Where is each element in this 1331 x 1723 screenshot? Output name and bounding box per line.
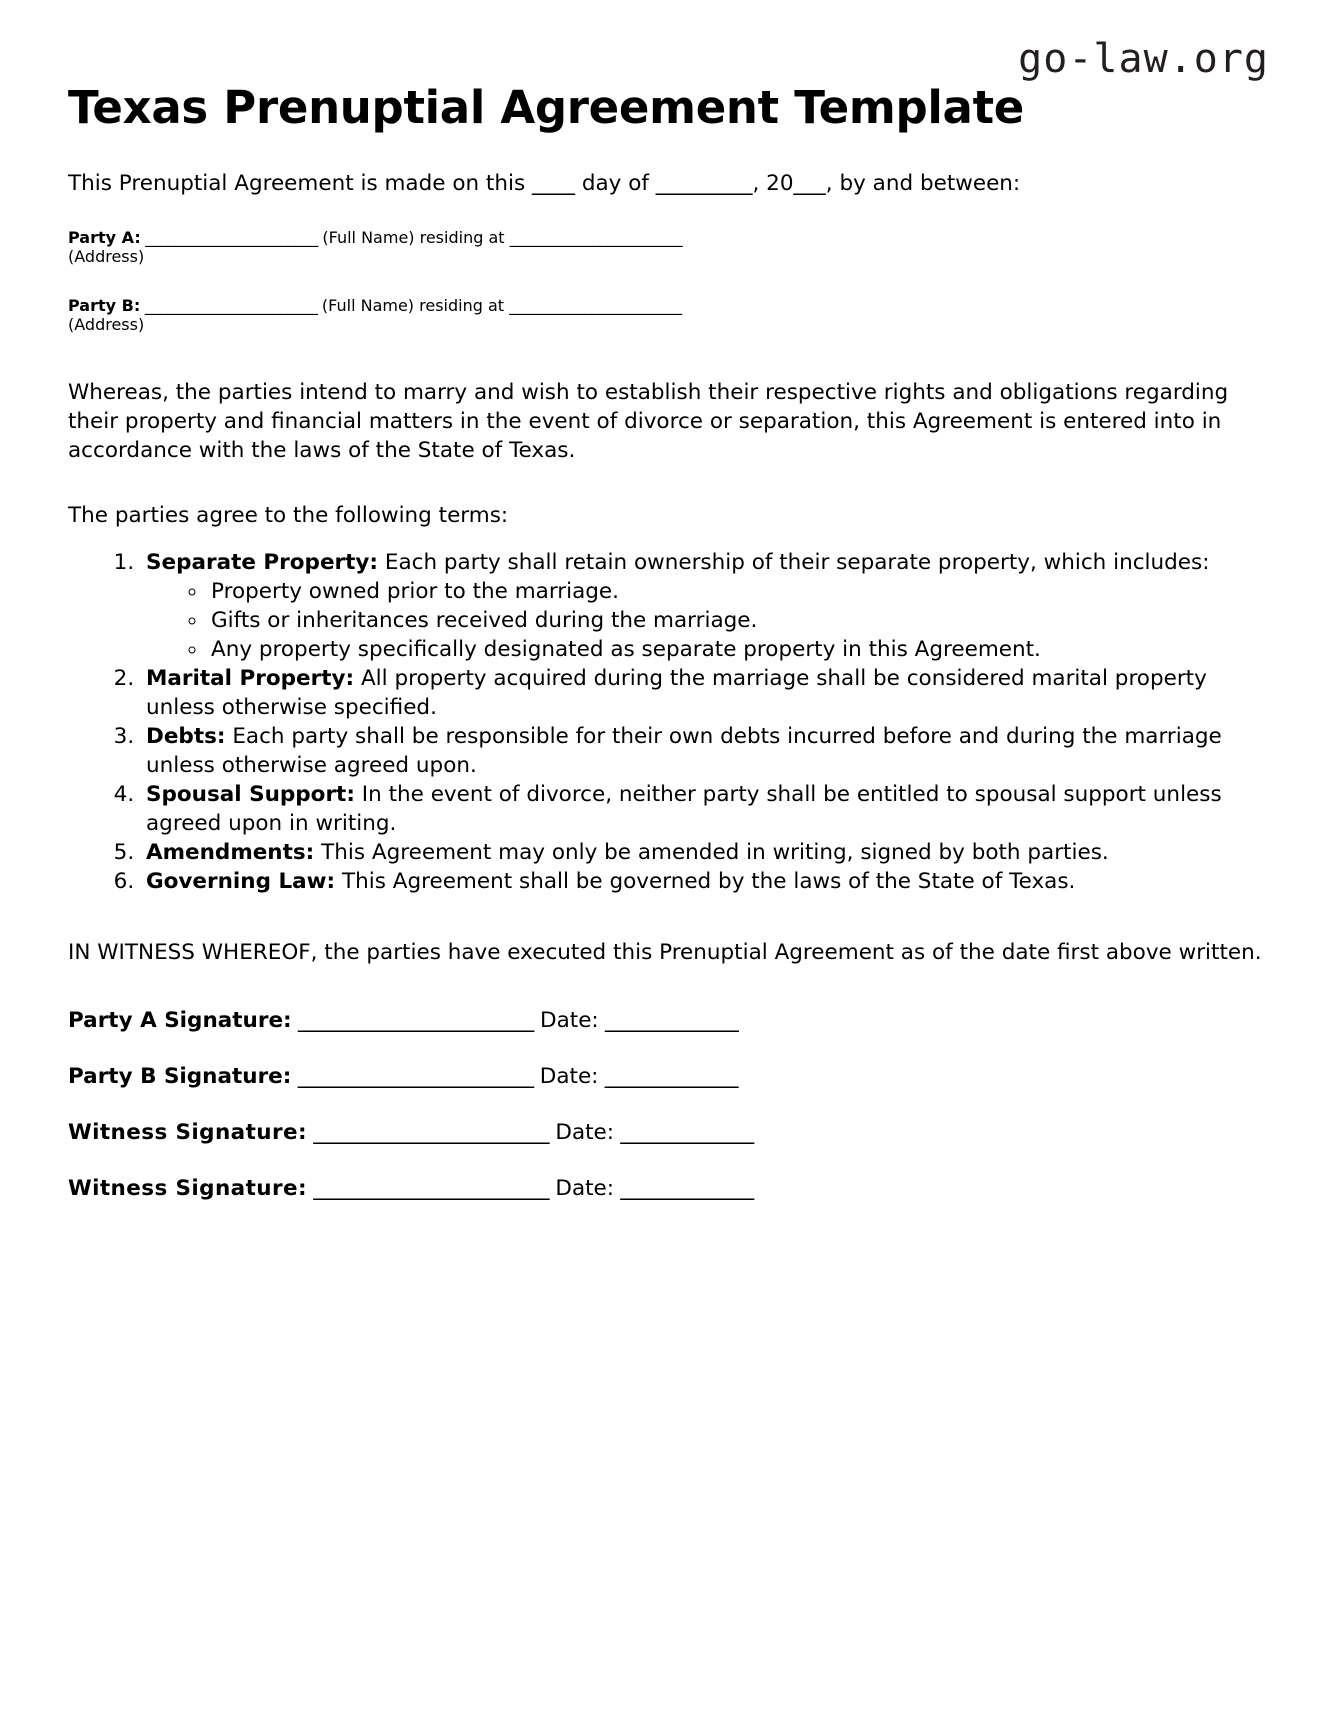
signature-label: Party B Signature: [68, 1063, 292, 1089]
party-b-name-hint: (Full Name) residing at [321, 295, 510, 315]
list-item: ◦ Any property specifically designated as separate property in this Agreement. [208, 635, 1263, 664]
party-a-name-hint: (Full Name) residing at [322, 227, 510, 247]
signature-row-witness-1 [68, 1119, 1263, 1147]
date-line: _____________ [598, 1063, 739, 1089]
agreement-intro: The parties agree to the following terms: [68, 502, 509, 528]
date-label: Date: [539, 1063, 599, 1089]
signature-line: _______________________ [291, 1063, 540, 1089]
party-a-label: Party A: [68, 227, 141, 247]
date-line: _____________ [598, 1007, 739, 1033]
signature-row-party-a [68, 1007, 1263, 1035]
term-name: Separate Property: [146, 549, 379, 575]
party-b-address-hint: (Address) [68, 314, 145, 334]
date-label: Date: [555, 1175, 615, 1201]
party-a-address-hint: (Address) [68, 246, 145, 266]
signature-line: _______________________ [291, 1007, 541, 1033]
page-title: Texas Prenuptial Agreement Template [68, 81, 1025, 134]
term-text: This Agreement may only be amended in writing, signed by both parties. [314, 839, 1109, 865]
whereas-paragraph: Whereas, the parties intend to marry and wish to establish their respective rights and obligations regarding their property and financial matters in the event of divorce or separation, this Agreement is entered into in accordance with the laws of the State of Texas. [68, 379, 1229, 463]
date-label: Date: [555, 1119, 615, 1145]
list-item: ◦ Property owned prior to the marriage. [208, 577, 1263, 606]
signature-label: Witness Signature: [68, 1175, 307, 1201]
term-name: Amendments: [146, 839, 315, 865]
date-line: _____________ [614, 1119, 754, 1145]
party-a-line [68, 228, 1263, 266]
party-b-label: Party B: [68, 295, 141, 315]
list-item [141, 548, 1263, 664]
list-item [141, 664, 1263, 722]
signature-line: _______________________ [306, 1175, 556, 1201]
signature-row-witness-2 [68, 1175, 1263, 1203]
terms-list [68, 548, 1263, 896]
witness-statement: IN WITNESS WHEREOF, the parties have executed this Prenuptial Agreement as of the date first above written. [68, 939, 1262, 965]
list-item [141, 838, 1263, 867]
term-name: Debts: [146, 723, 226, 749]
term-name: Governing Law: [146, 868, 336, 894]
list-item: ◦ Gifts or inheritances received during the marriage. [208, 606, 1263, 635]
party-a-address-blank: _______________________ [509, 227, 683, 247]
party-b-address-blank: _______________________ [509, 295, 682, 315]
date-line: _____________ [614, 1175, 754, 1201]
term-text: This Agreement shall be governed by the laws of the State of Texas. [335, 868, 1076, 894]
list-item [141, 722, 1263, 780]
subterms-list [146, 577, 1263, 664]
term-name: Spousal Support: [146, 781, 355, 807]
list-item [141, 867, 1263, 896]
signature-label: Witness Signature: [68, 1119, 307, 1145]
term-text: Each party shall retain ownership of their separate property, which includes: [378, 549, 1210, 575]
list-item [141, 780, 1263, 838]
signature-label: Party A Signature: [68, 1007, 292, 1033]
party-b-name-blank: _______________________ [140, 295, 322, 315]
site-watermark: go-law.org [1018, 36, 1269, 82]
signature-line: _______________________ [306, 1119, 556, 1145]
term-name: Marital Property: [146, 665, 355, 691]
signature-row-party-b [68, 1063, 1263, 1091]
date-label: Date: [540, 1007, 599, 1033]
signature-block [68, 1007, 1263, 1203]
party-b-line [68, 296, 1263, 334]
term-text: In the event of divorce, neither party shall be entitled to spousal support unless agreed upon in writing. [146, 781, 1222, 836]
intro-paragraph: This Prenuptial Agreement is made on this ____ day of _________, 20___, by and between: [68, 170, 1021, 196]
term-text: Each party shall be responsible for their own debts incurred before and during the marriage unless otherwise agreed upon. [146, 723, 1222, 778]
party-a-name-blank: _______________________ [140, 227, 323, 247]
term-text: All property acquired during the marriage shall be considered marital property unless otherwise specified. [146, 665, 1207, 720]
